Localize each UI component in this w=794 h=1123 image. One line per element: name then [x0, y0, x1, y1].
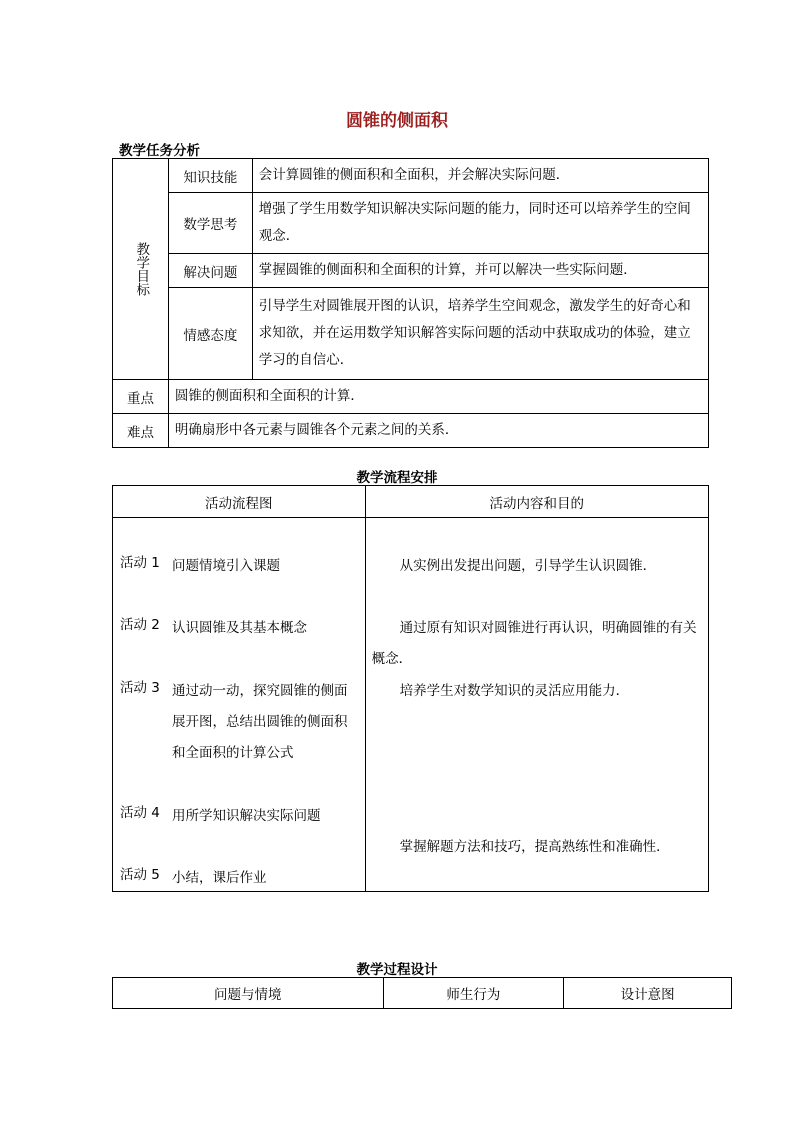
content-1: 从实例出发提出问题，引导学生认识圆锥． [399, 558, 657, 574]
flow-activities [113, 518, 365, 891]
difficulty-text: 明确扇形中各元素与圆锥各个元素之间的关系． [168, 414, 708, 448]
goal-label: 教学目标 [133, 242, 150, 296]
document-title: 圆锥的侧面积 [346, 111, 448, 131]
process-header-problem: 问题与情境 [113, 978, 384, 1009]
activity-desc: 小结，课后作业 [172, 870, 267, 886]
process-header-intent: 设计意图 [564, 978, 732, 1009]
goal-label-knowledge: 知识技能 [168, 159, 252, 193]
process-header-behavior: 师生行为 [383, 978, 564, 1009]
section-heading-task-analysis: 教学任务分析 [119, 143, 200, 159]
flow-table [112, 485, 709, 892]
content-3: 培养学生对数学知识的灵活应用能力． [399, 683, 630, 699]
activity-number: 活动 3 [120, 680, 160, 696]
flow-header-content: 活动内容和目的 [365, 486, 708, 518]
activity-number: 活动 4 [120, 805, 160, 821]
goal-text-attitude: 引导学生对圆锥展开图的认识，培养学生空间观念，激发学生的好奇心和求知欲，并在运用数学知识解答实际问题的活动中获取成功的体验，建立学习的自信心． [252, 288, 708, 380]
activity-4 [120, 801, 358, 832]
goal-label-attitude: 情感态度 [168, 288, 252, 380]
activity-number: 活动 2 [120, 617, 160, 633]
key-point-label: 重点 [113, 380, 169, 414]
activity-desc: 用所学知识解决实际问题 [172, 808, 321, 824]
activity-desc: 认识圆锥及其基本概念 [172, 620, 307, 636]
activity-5 [120, 863, 358, 894]
process-table [112, 977, 732, 1009]
goal-label-problem-solving: 解决问题 [168, 254, 252, 288]
content-4: 掌握解题方法和技巧，提高熟练性和准确性． [399, 839, 670, 855]
activity-desc: 通过动一动，探究圆锥的侧面展开图，总结出圆锥的侧面积和全面积的计算公式 [172, 683, 348, 761]
goal-label-thinking: 数学思考 [168, 193, 252, 254]
activity-desc: 问题情境引入课题 [172, 558, 280, 574]
key-point-text: 圆锥的侧面积和全面积的计算． [168, 380, 708, 414]
goal-text-thinking: 增强了学生用数学知识解决实际问题的能力，同时还可以培养学生的空间观念． [252, 193, 708, 254]
goal-text-knowledge: 会计算圆锥的侧面积和全面积，并会解决实际问题． [252, 159, 708, 193]
difficulty-label: 难点 [113, 414, 169, 448]
flow-header-chart: 活动流程图 [113, 486, 366, 518]
activity-3 [120, 676, 358, 769]
activity-number: 活动 5 [120, 867, 160, 883]
section-heading-process: 教学过程设计 [356, 962, 438, 978]
activity-2 [120, 613, 358, 644]
goal-text-problem-solving: 掌握圆锥的侧面积和全面积的计算，并可以解决一些实际问题． [252, 254, 708, 288]
section-heading-flow: 教学流程安排 [356, 470, 438, 486]
activity-number: 活动 1 [120, 555, 160, 571]
task-analysis-table [112, 158, 709, 448]
activity-1 [120, 551, 358, 582]
goal-label-cell [113, 159, 169, 380]
flow-contents [366, 518, 708, 891]
content-2: 通过原有知识对圆锥进行再认识，明确圆锥的有关概念． [371, 620, 697, 667]
